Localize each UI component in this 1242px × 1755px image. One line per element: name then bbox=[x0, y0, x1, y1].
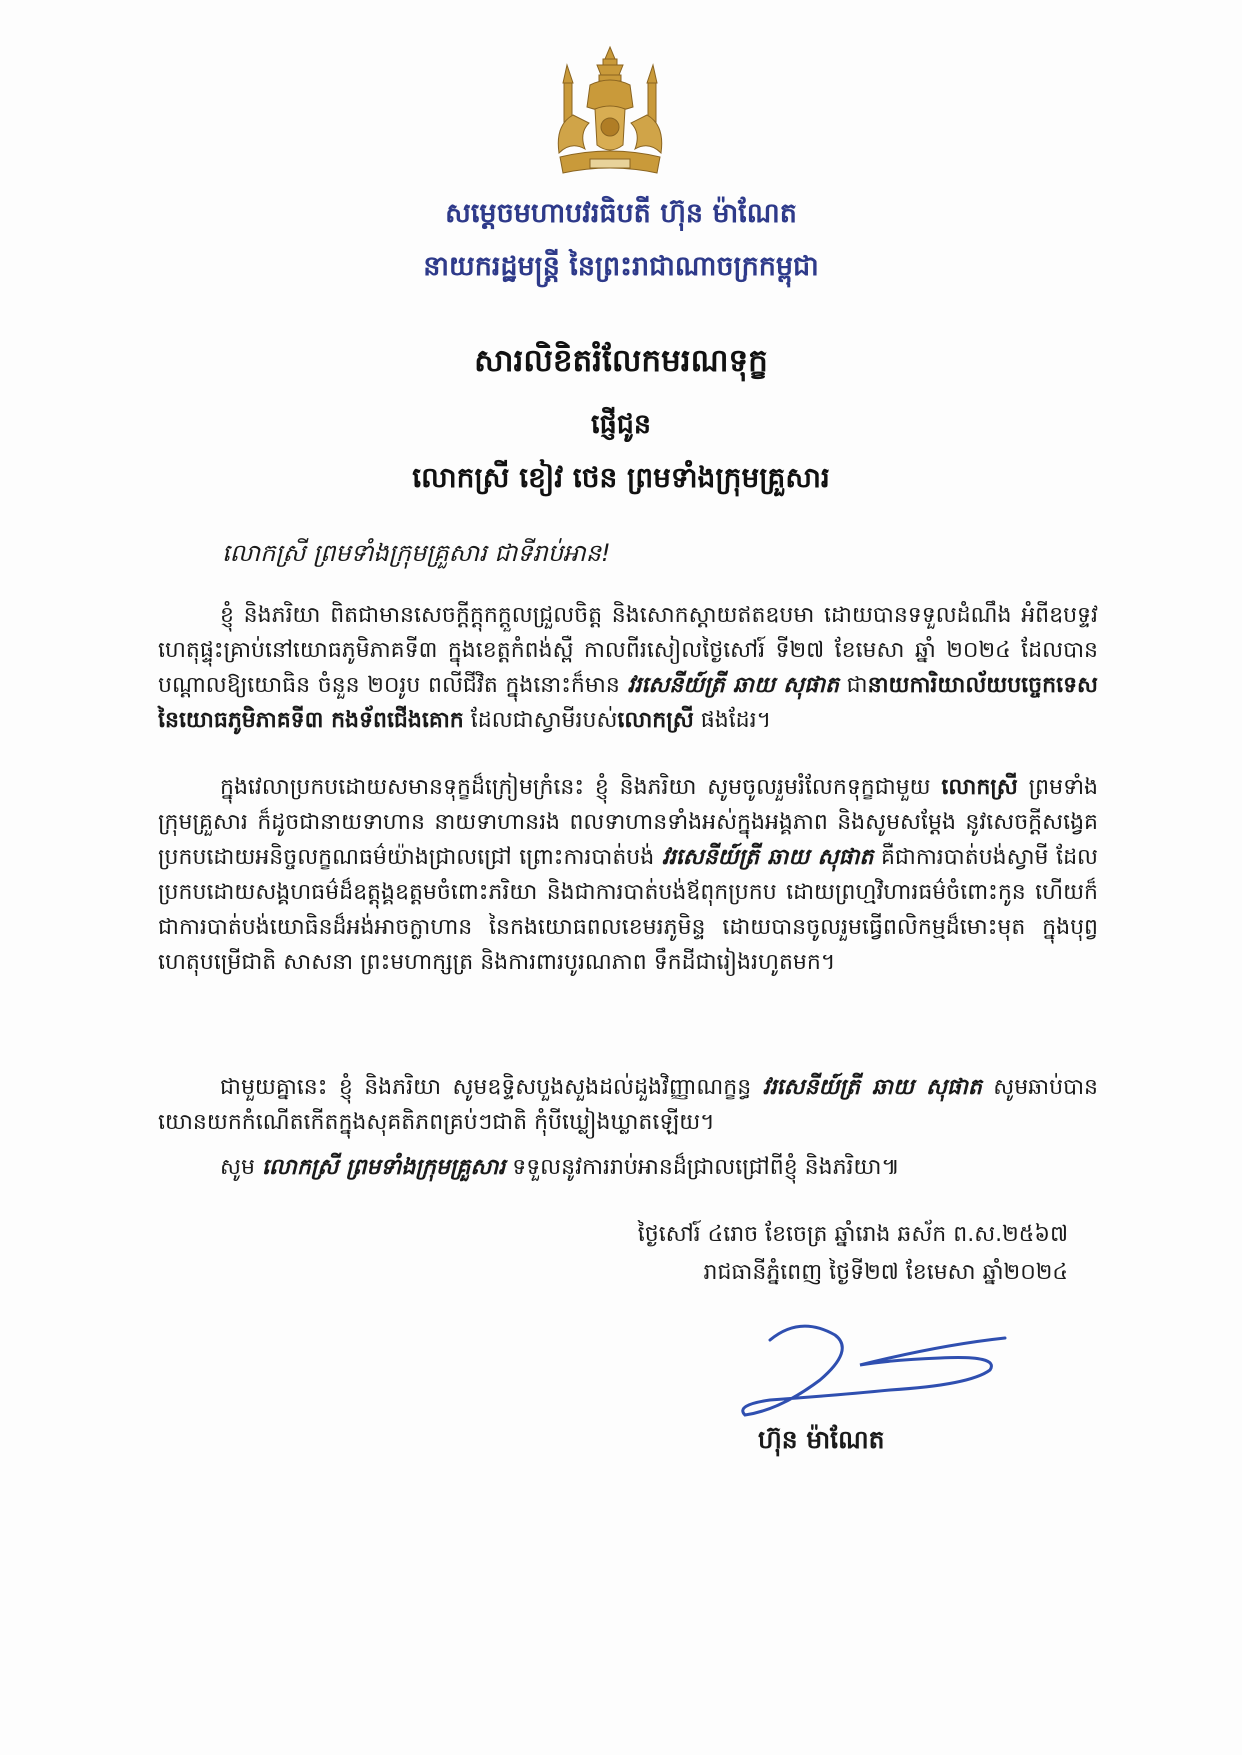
gregorian-date: រាជធានីភ្នំពេញ ថ្ងៃទី២៧ ខែមេសា ឆ្នាំ២០២៤ bbox=[703, 1260, 1068, 1285]
header-subtitle: នាយករដ្ឋមន្ត្រី នៃព្រះរាជាណាចក្រកម្ពុជា bbox=[423, 251, 819, 282]
recipient: លោកស្រី ខៀវ ថេន ព្រមទាំងក្រុមគ្រួសារ bbox=[412, 461, 830, 494]
letter-title: សារលិខិតរំលែកមរណទុក្ខ bbox=[474, 343, 768, 379]
royal-emblem-icon bbox=[545, 45, 675, 180]
lunar-date: ថ្ងៃសៅរ៍ ៤រោច ខែចេត្រ ឆ្នាំរោង ឆស័ក ព.ស.២៥៦៧ bbox=[637, 1222, 1068, 1247]
paragraph-4: សូម លោកស្រី ព្រមទាំងក្រុមគ្រួសារ ទទួលនូវការរាប់អានដ៏ជ្រាលជ្រៅពីខ្ញុំ និងភរិយា៕ bbox=[220, 1155, 900, 1180]
salutation: លោកស្រី ព្រមទាំងក្រុមគ្រួសារ ជាទីរាប់អាន! bbox=[222, 539, 611, 567]
signatory-name: ហ៊ុន ម៉ាណែត bbox=[758, 1425, 885, 1454]
paragraph-2: ក្នុងវេលាប្រកបដោយសមានទុក្ខដ៏ក្រៀមក្រំនេះ ខ្ញុំ និងភរិយា សូមចូលរួមរំលែកទុក្ខជាមួយ លោកស្រី ព្រមទាំងក្រុមគ្រួសារ ក៏ដូចជានាយទាហាន នាយទាហានរង ពលទាហានទាំងអស់ក្នុងអង្គភាព និងសូមសម្ដែង នូវសេចក្ដីសង្វេគប្រកបដោយអនិច្ចលក្ខណធម៌យ៉ាងជ្រាលជ្រៅ ព្រោះការបាត់បង់ វរសេនីយ៍ត្រី ឆាយ សុផាត គឺជាការបាត់បង់ស្វាមី ដែលប្រកបដោយសង្គហធម៌ដ៏ឧត្ដុង្គឧត្ដមចំពោះភរិយា និងជាការបាត់បង់ឪពុកប្រកប ដោយព្រហ្មវិហារធម៌ចំពោះកូន ហើយក៏ជាការបាត់បង់យោធិនដ៏អង់អាចក្លាហាន នៃកងយោធពលខេមរភូមិន្ទ ដោយបានចូលរួមធ្វើពលិកម្មដ៏មោះមុត ក្នុងបុព្វហេតុបម្រើជាតិ សាសនា ព្រះមហាក្សត្រ និងការពារបូរណភាព ទឹកដីជារៀងរហូតមក។ bbox=[158, 775, 1098, 975]
paragraph-1: ខ្ញុំ និងភរិយា ពិតជាមានសេចក្ដីក្ដុកក្ដួលជ្រួលចិត្ត និងសោកស្ដាយឥតឧបមា ដោយបានទទួលដំណឹង អំពីឧបទ្ទវហេតុផ្ទុះគ្រាប់នៅយោធភូមិភាគទី៣ ក្នុងខេត្តកំពង់ស្ពឺ កាលពីរសៀលថ្ងៃសៅរ៍ ទី២៧ ខែមេសា ឆ្នាំ ២០២៤ ដែលបានបណ្ដាលឱ្យយោធិន ចំនួន ២០រូប ពលីជីវិត ក្នុងនោះក៏មាន វរសេនីយ៍ត្រី ឆាយ សុផាត ជានាយការិយាល័យបច្ចេកទេសនៃយោធភូមិភាគទី៣ កងទ័ពជើងគោក ដែលជាស្វាមីរបស់លោកស្រី ផងដែរ។ bbox=[158, 603, 1098, 733]
header-title: សម្ដេចមហាបវរធិបតី ហ៊ុន ម៉ាណែត bbox=[445, 198, 797, 229]
paragraph-3: ជាមួយគ្នានេះ ខ្ញុំ និងភរិយា សូមឧទ្ទិសបួងសួងដល់ដួងវិញ្ញាណក្ខន្ធ វរសេនីយ៍ត្រី ឆាយ សុផាត សូមឆាប់បានយោនយកកំណើតកើតក្នុងសុគតិភពគ្រប់ៗជាតិ កុំបីឃ្លៀងឃ្លាតឡើយ។ bbox=[158, 1075, 1098, 1135]
sent-to-label: ផ្ញើជូន bbox=[591, 409, 651, 440]
signature-icon bbox=[740, 1320, 1010, 1440]
